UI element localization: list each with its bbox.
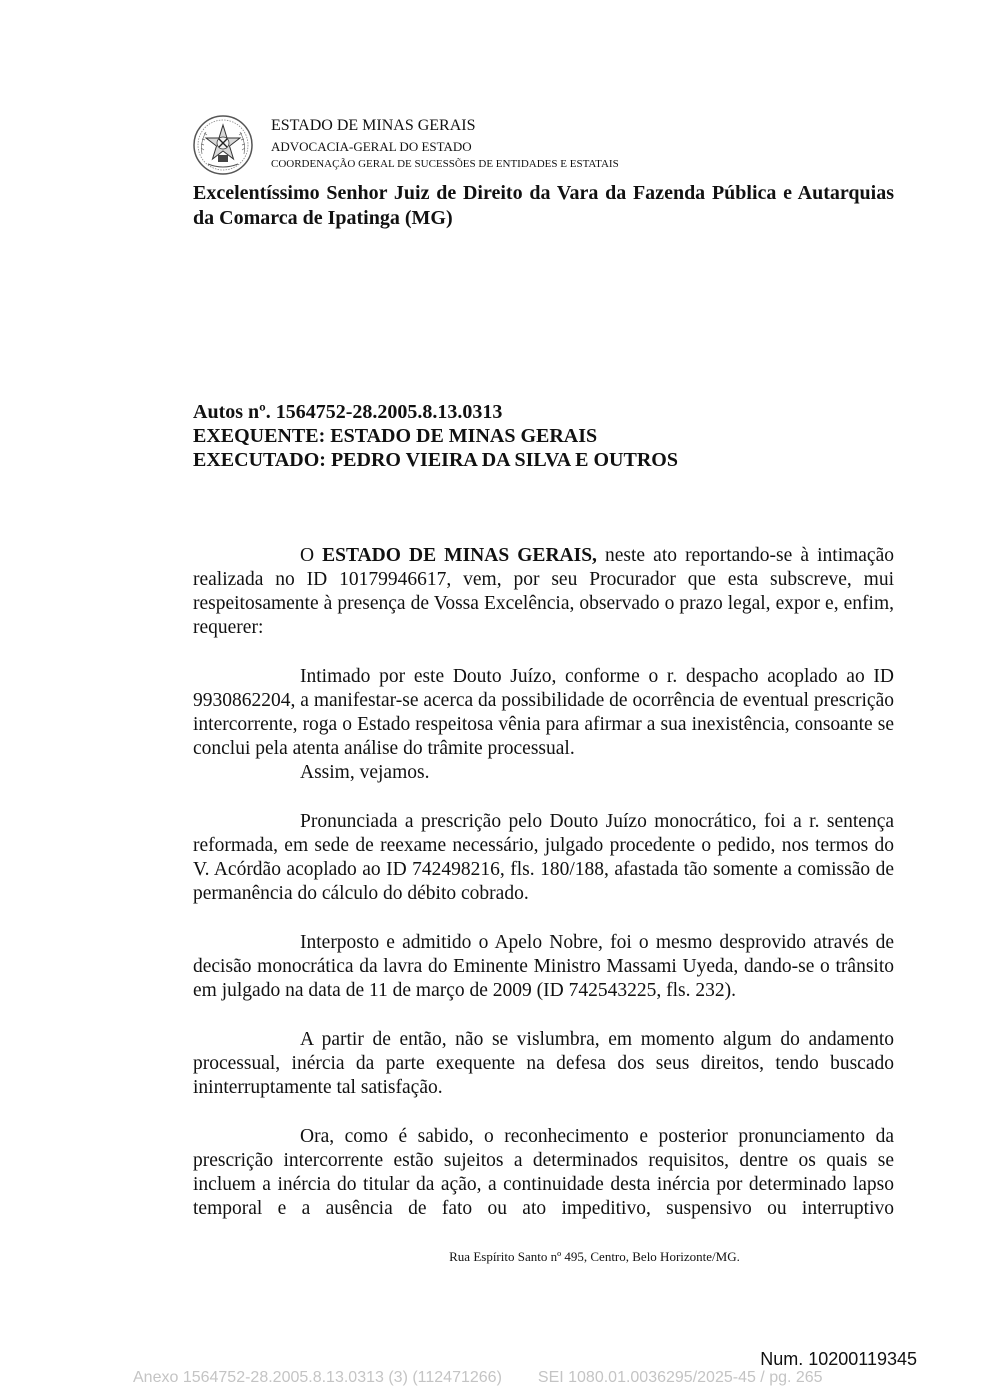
sei-page-reference: SEI 1080.01.0036295/2025-45 / pg. 265	[537, 1369, 823, 1386]
state-coat-of-arms-icon	[192, 114, 254, 176]
case-block	[193, 400, 678, 472]
paragraph-1-text: neste ato reportando-se à intimação realizada no ID 10179946617, vem, por seu Procurador que esta subscreve, mui respeitosamente à presença de Vossa Excelência, observado o prazo legal, expor e, enfim, requerer:	[193, 545, 894, 638]
document-body	[193, 544, 894, 1221]
addressee: Excelentíssimo Senhor Juiz de Direito da Vara da Fazenda Pública e Autarquias da Comarca de Ipatinga (MG)	[193, 182, 894, 229]
footer-address: Rua Espírito Santo nº 495, Centro, Belo Horizonte/MG.	[449, 1249, 740, 1264]
paragraph-1	[193, 544, 894, 640]
paragraph-1-party: ESTADO DE MINAS GERAIS,	[322, 545, 597, 566]
header-state-name: ESTADO DE MINAS GERAIS	[271, 117, 476, 134]
paragraph-5: Interposto e admitido o Apelo Nobre, foi o mesmo desprovido através de decisão monocrática da lavra do Eminente Ministro Massami Uyeda, dando-se o trânsito em julgado na data de 11 de março de 2009 (ID 742543225, fls. 232).	[193, 932, 894, 1001]
paragraph-2: Intimado por este Douto Juízo, conforme o r. despacho acoplado ao ID 9930862204, a manifestar-se acerca da possibilidade de ocorrência de eventual prescrição intercorrente, roga o Estado respeitosa vênia para afirmar a sua inexistência, consoante se conclui pela atenta análise do trâmite processual.	[193, 666, 894, 759]
paragraph-1-lead: O	[300, 545, 323, 566]
header-agency-name: ADVOCACIA-GERAL DO ESTADO	[271, 139, 472, 154]
paragraph-7: Ora, como é sabido, o reconhecimento e posterior pronunciamento da prescrição intercorrente estão sujeitos a determinados requisitos, dentre os quais se incluem a inércia do titular da ação, a continuidade desta inércia por determinado lapso temporal e a ausência de fato ou ato impeditivo, suspensivo ou interruptivo	[193, 1126, 894, 1219]
paragraph-3: Assim, vejamos.	[300, 762, 430, 783]
annex-footer	[133, 1369, 823, 1387]
document-number: Num. 10200119345	[760, 1349, 917, 1369]
case-plaintiff: EXEQUENTE: ESTADO DE MINAS GERAIS	[193, 425, 598, 447]
paragraph-4: Pronunciada a prescrição pelo Douto Juízo monocrático, foi a r. sentença reformada, em sede de reexame necessário, julgado procedente o pedido, nos termos do V. Acórdão acoplado ao ID 742498216, fls. 180/188, afastada tão somente a comissão de permanência do cálculo do débito cobrado.	[193, 811, 894, 904]
case-defendant: EXECUTADO: PEDRO VIEIRA DA SILVA E OUTROS	[193, 449, 678, 471]
paragraph-6: A partir de então, não se vislumbra, em momento algum do andamento processual, inércia da parte exequente na defesa dos seus direitos, tendo buscado ininterruptamente tal satisfação.	[193, 1029, 894, 1098]
case-number: Autos nº. 1564752-28.2005.8.13.0313	[193, 401, 503, 423]
header-department-name: COORDENAÇÃO GERAL DE SUCESSÕES DE ENTIDADES E ESTATAIS	[271, 158, 619, 170]
annex-reference: Anexo 1564752-28.2005.8.13.0313 (3) (112471266)	[133, 1369, 502, 1386]
